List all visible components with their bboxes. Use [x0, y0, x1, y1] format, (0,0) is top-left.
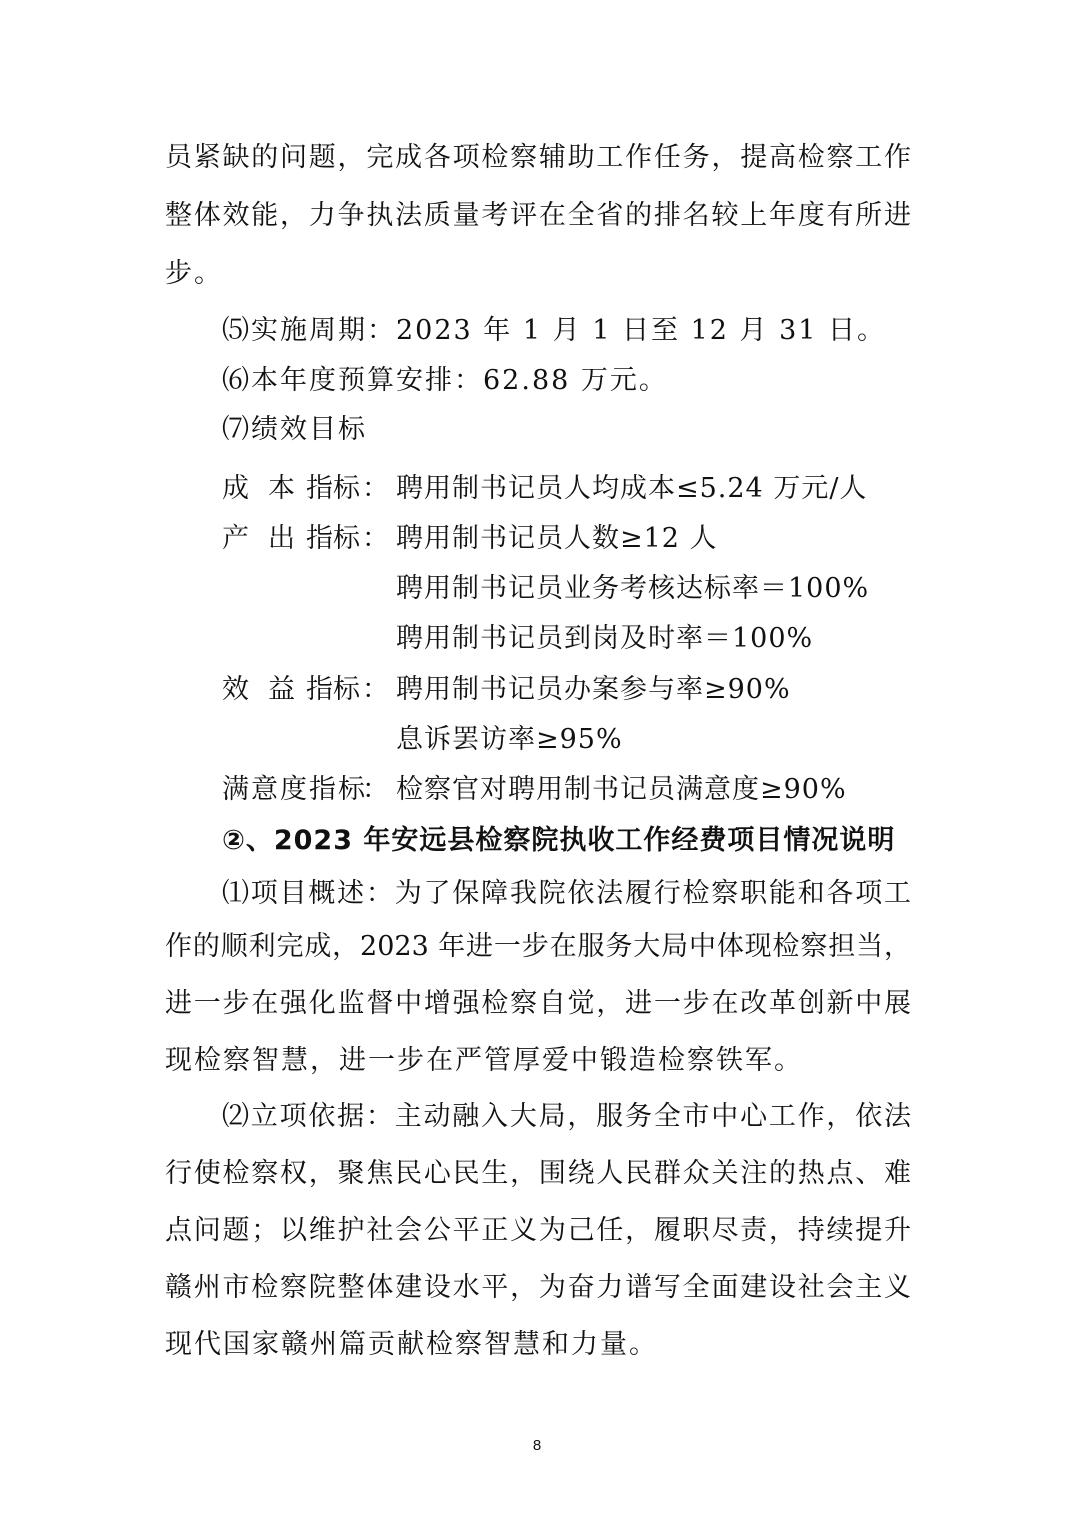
implementation-period: ⑸实施周期：2023 年 1 月 1 日至 12 月 31 日。 — [222, 315, 887, 346]
paragraph-line: 点问题；以维护社会公平正义为己任，履职尽责，持续提升 — [165, 1215, 911, 1246]
paragraph-line: 步。 — [165, 258, 223, 289]
paragraph-line: ⑵立项依据：主动融入大局，服务全市中心工作，依法 — [222, 1101, 911, 1132]
indicator-colon: ： — [362, 473, 389, 504]
benefit-indicator-value: 聘用制书记员办案参与率≥90% — [396, 674, 791, 705]
paragraph-line: ⑴项目概述：为了保障我院依法履行检察职能和各项工 — [222, 878, 911, 909]
paragraph-line: 整体效能，力争执法质量考评在全省的排名较上年度有所进 — [165, 200, 911, 231]
benefit-indicator-tail: 指标 — [306, 674, 360, 705]
annual-budget: ⑹本年度预算安排：62.88 万元。 — [222, 365, 668, 396]
satisfaction-indicator-value: 检察官对聘用制书记员满意度≥90% — [396, 774, 847, 805]
output-indicator-value: 聘用制书记员到岗及时率＝100% — [396, 623, 814, 654]
paragraph-line: 行使检察权，聚焦民心民生，围绕人民群众关注的热点、难 — [165, 1158, 911, 1189]
paragraph-line: 赣州市检察院整体建设水平，为奋力谱写全面建设社会主义 — [165, 1272, 911, 1303]
page-number: 8 — [532, 1437, 542, 1454]
paragraph-line: 现检察智慧，进一步在严管厚爱中锻造检察铁军。 — [165, 1045, 803, 1076]
satisfaction-indicator-label: 满意度指标 — [222, 774, 367, 805]
section-heading: ②、2023 年安远县检察院执收工作经费项目情况说明 — [222, 825, 896, 856]
cost-indicator-label: 成本 — [222, 473, 314, 504]
indicator-colon: ： — [362, 774, 389, 805]
paragraph-line: 现代国家赣州篇贡献检察智慧和力量。 — [165, 1329, 658, 1360]
benefit-indicator-value: 息诉罢访率≥95% — [396, 724, 623, 755]
output-indicator-tail: 指标 — [306, 523, 360, 554]
output-indicator-value: 聘用制书记员人数≥12 人 — [396, 523, 718, 554]
benefit-indicator-label: 效益 — [222, 674, 314, 705]
cost-indicator-tail: 指标 — [306, 473, 360, 504]
paragraph-line: 进一步在强化监督中增强检察自觉，进一步在改革创新中展 — [165, 988, 911, 1019]
performance-goals-heading: ⑺绩效目标 — [222, 414, 367, 445]
output-indicator-label: 产出 — [222, 523, 314, 554]
paragraph-line: 作的顺利完成，2023 年进一步在服务大局中体现检察担当， — [165, 931, 911, 962]
indicator-colon: ： — [362, 674, 389, 705]
cost-indicator-value: 聘用制书记员人均成本≤5.24 万元/人 — [396, 473, 868, 504]
indicator-colon: ： — [362, 523, 389, 554]
paragraph-line: 员紧缺的问题，完成各项检察辅助工作任务，提高检察工作 — [165, 142, 911, 173]
output-indicator-value: 聘用制书记员业务考核达标率＝100% — [396, 573, 870, 604]
